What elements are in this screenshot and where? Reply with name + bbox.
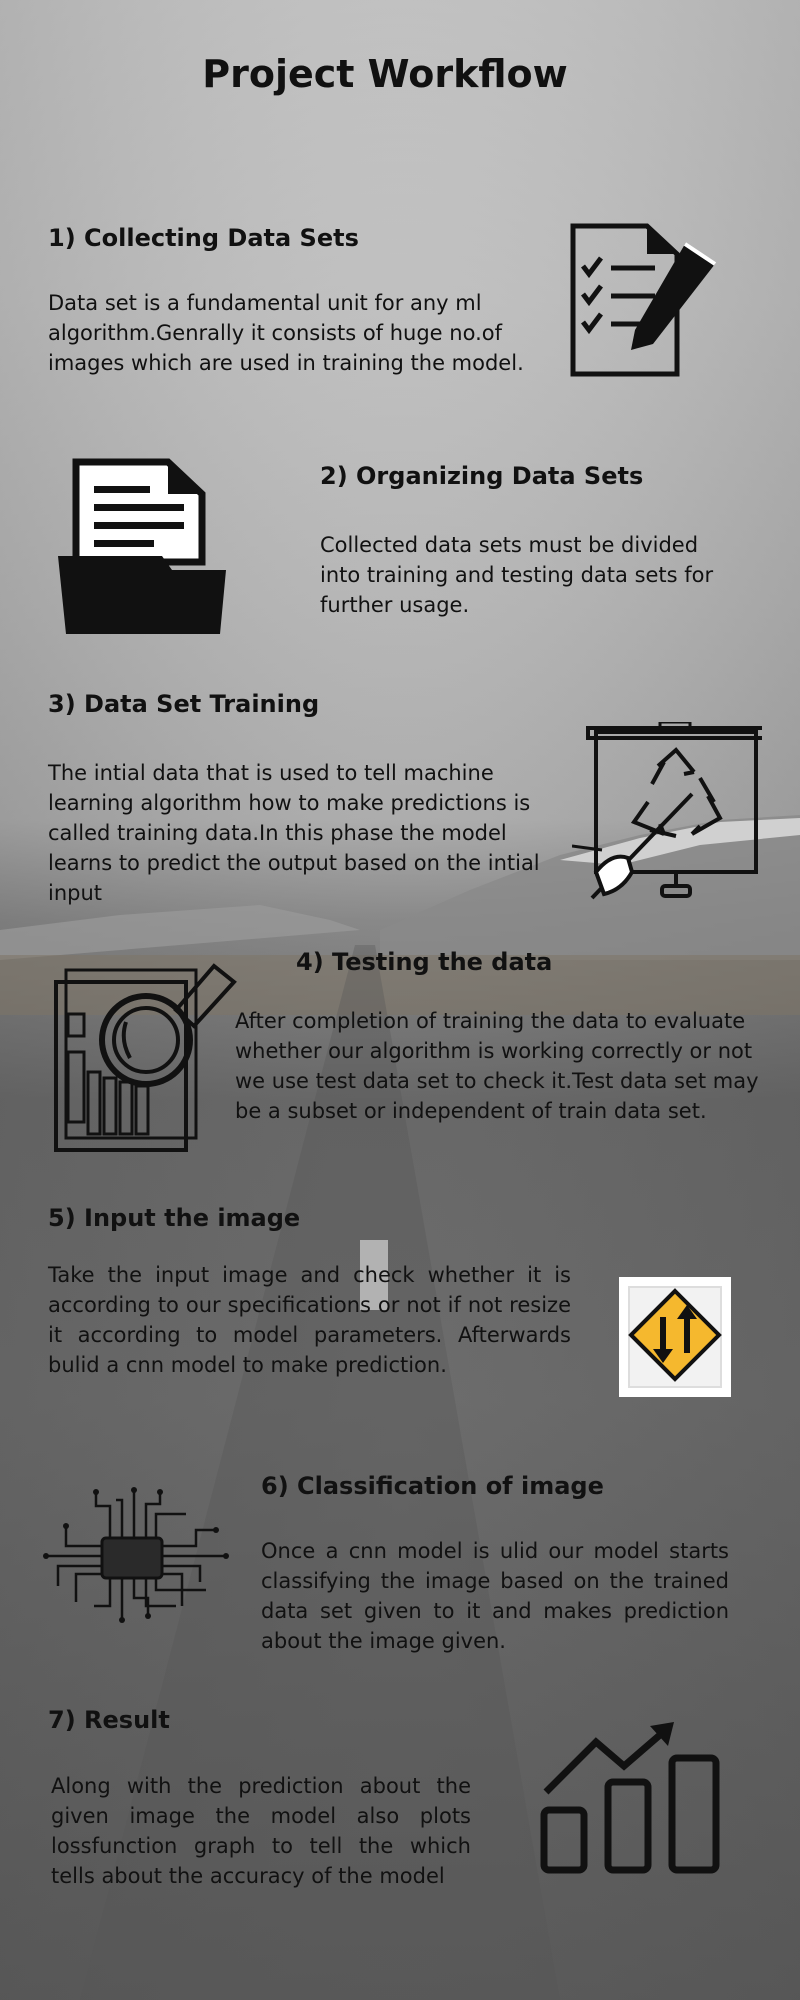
section-7-text: Along with the prediction about the given image the model also plots lossfunction graph to tell the which tells about the accuracy of the model: [51, 1774, 471, 1888]
page-title: Project Workflow: [202, 52, 568, 96]
growth-chart-icon: [540, 1722, 726, 1874]
section-3-heading: 3) Data Set Training: [48, 690, 320, 718]
two-way-sign-icon: [615, 1273, 735, 1401]
cpu-chip-icon: [36, 1486, 231, 1626]
folder-document-icon: [52, 458, 232, 638]
section-6-text: Once a cnn model is ulid our model starts classifying the image based on the trained data set given to it and makes prediction about the image given.: [261, 1539, 729, 1653]
section-6-heading: 6) Classification of image: [261, 1472, 604, 1500]
section-4-heading: 4) Testing the data: [296, 948, 553, 976]
section-2-heading: 2) Organizing Data Sets: [320, 462, 644, 490]
section-3-text: The intial data that is used to tell machine learning algorithm how to make predictions is called training data.In this phase the model learns to predict the output based on the intial input: [48, 761, 540, 905]
section-7-heading: 7) Result: [48, 1706, 170, 1734]
checklist-pen-icon: [565, 222, 725, 382]
section-5-heading: 5) Input the image: [48, 1204, 301, 1232]
section-1-text: Data set is a fundamental unit for any ml algorithm.Genrally it consists of huge no.of images which are used in training the model.: [48, 291, 524, 375]
section-1-heading: 1) Collecting Data Sets: [48, 224, 359, 252]
section-4-text: After completion of training the data to evaluate whether our algorithm is working correctly or not we use test data set to check it.Test data set may be a subset or independent of train data set.: [235, 1009, 759, 1123]
presentation-board-icon: [572, 722, 762, 902]
section-5-text: Take the input image and check whether it is according to our specifications or not if not resize it according to model parameters. Afterwards bulid a cnn model to make prediction.: [48, 1263, 571, 1377]
magnifier-report-icon: [50, 960, 240, 1160]
section-2-text: Collected data sets must be divided into training and testing data sets for further usage.: [320, 533, 714, 617]
